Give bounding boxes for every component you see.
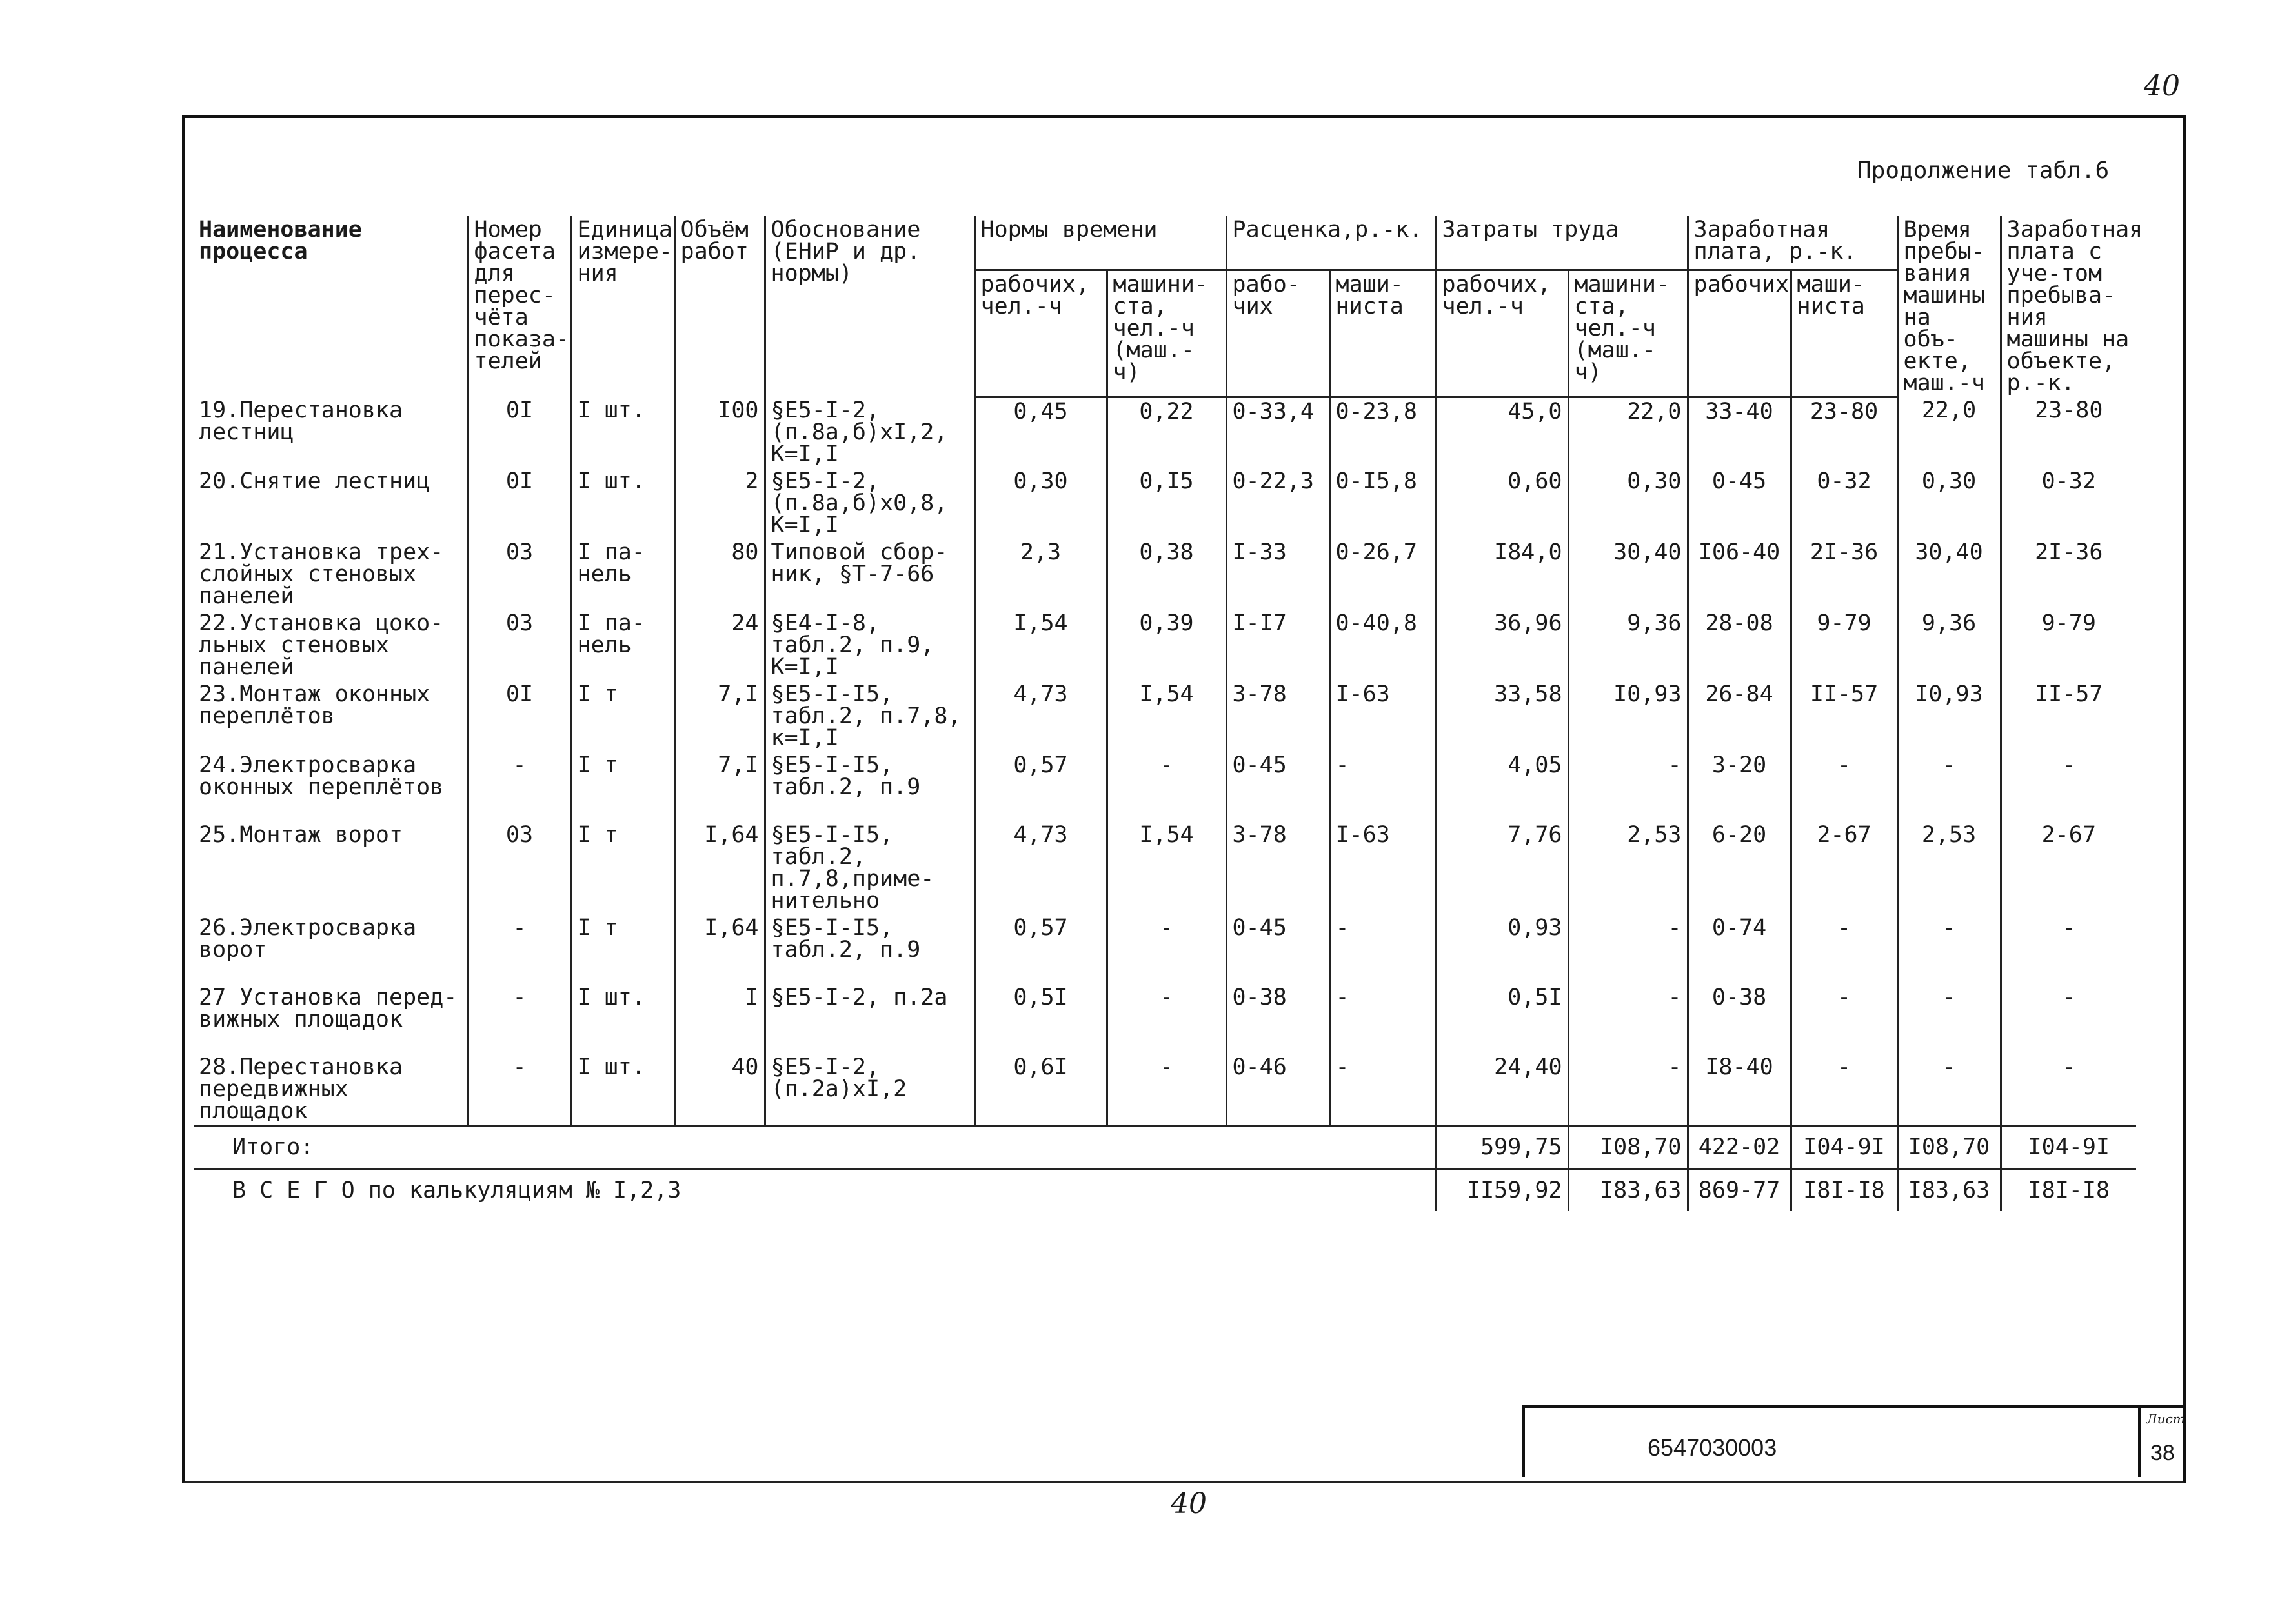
cell-time-workers: 0,45 — [974, 397, 1107, 468]
sheet-label: Лист — [2146, 1411, 2185, 1427]
cell-machine-time: - — [1897, 1054, 2001, 1126]
cell-time-machinists: 0,I5 — [1107, 468, 1226, 539]
cell-machine-time: - — [1897, 984, 2001, 1054]
cell-volume: 7,I — [674, 752, 765, 821]
subtotal-row — [194, 1126, 2136, 1169]
cell-name: 25.Монтаж ворот — [199, 822, 403, 848]
header-wage-total: Заработная плата с уче-том пребыва-ния машины на объекте, р.-к. — [2001, 216, 2136, 397]
cell-rate-workers: 0-45 — [1226, 752, 1329, 821]
header-wage-machinists: маши-ниста — [1791, 270, 1897, 397]
cell-labor-machinists: 22,0 — [1568, 397, 1688, 468]
cell-wage-machinists: - — [1791, 984, 1897, 1054]
header-volume: Объём работ — [674, 216, 765, 397]
cell-volume: I00 — [674, 397, 765, 468]
cell-rate-workers: 3-78 — [1226, 681, 1329, 752]
cell-time-machinists: - — [1107, 752, 1226, 821]
cell-unit: I шт. — [571, 397, 674, 468]
table-row — [194, 610, 2136, 681]
sheet-number: 38 — [2150, 1441, 2175, 1465]
cell-volume: 2 — [674, 468, 765, 539]
cell-time-machinists: - — [1107, 914, 1226, 984]
cell-time-machinists: 0,38 — [1107, 539, 1226, 610]
cell-volume: 40 — [674, 1054, 765, 1126]
cell-wage-machinists: II-57 — [1791, 681, 1897, 752]
cell-time-workers: 4,73 — [974, 681, 1107, 752]
cell-time-machinists: I,54 — [1107, 821, 1226, 914]
grand-wage-machinists: I8I-I8 — [1791, 1169, 1897, 1212]
table-row — [194, 984, 2136, 1054]
cell-name: 20.Снятие лестниц — [199, 468, 430, 494]
cell-machine-time: 22,0 — [1897, 397, 2001, 468]
cell-unit: I шт. — [571, 468, 674, 539]
header-time-machinists: машини-ста, чел.-ч (маш.-ч) — [1107, 270, 1226, 397]
grand-total-row — [194, 1169, 2136, 1212]
page-number-top: 40 — [2144, 70, 2180, 103]
grand-machine-time: I83,63 — [1897, 1169, 2001, 1212]
cell-wage-machinists: 0-32 — [1791, 468, 1897, 539]
cell-rate-machinists: 0-40,8 — [1329, 610, 1436, 681]
cell-wage-machinists: - — [1791, 1054, 1897, 1126]
cell-time-workers: 0,5I — [974, 984, 1107, 1054]
header-labor: Затраты труда — [1436, 216, 1688, 270]
cell-rate-machinists: - — [1329, 914, 1436, 984]
cell-wage-workers: 33-40 — [1688, 397, 1791, 468]
cell-time-machinists: 0,22 — [1107, 397, 1226, 468]
cell-unit: I па-нель — [571, 539, 674, 610]
cell-time-workers: 2,3 — [974, 539, 1107, 610]
cell-time-machinists: I,54 — [1107, 681, 1226, 752]
cell-rate-workers: 0-46 — [1226, 1054, 1329, 1126]
header-facet: Номер фасета для перес-чёта показа-телей — [468, 216, 571, 397]
cell-rate-machinists: I-63 — [1329, 681, 1436, 752]
cell-wage-total: II-57 — [2001, 681, 2136, 752]
cell-rate-workers: I-33 — [1226, 539, 1329, 610]
cell-wage-machinists: 23-80 — [1791, 397, 1897, 468]
cell-wage-machinists: 2-67 — [1791, 821, 1897, 914]
cell-facet: - — [468, 914, 571, 984]
cell-labor-workers: 0,5I — [1436, 984, 1568, 1054]
cell-name: 27 Установка перед-вижных площадок — [199, 985, 458, 1032]
cell-volume: 80 — [674, 539, 765, 610]
cell-rate-machinists: 0-I5,8 — [1329, 468, 1436, 539]
cell-volume: 24 — [674, 610, 765, 681]
header-rate-workers: рабо-чих — [1226, 270, 1329, 397]
cell-basis: §Е4-I-8, табл.2, п.9, К=I,I — [765, 610, 974, 681]
cell-time-machinists: 0,39 — [1107, 610, 1226, 681]
cell-labor-machinists: 2,53 — [1568, 821, 1688, 914]
cell-machine-time: 2,53 — [1897, 821, 2001, 914]
cell-labor-machinists: - — [1568, 984, 1688, 1054]
cell-labor-workers: 45,0 — [1436, 397, 1568, 468]
subtotal-machine-time: I08,70 — [1897, 1126, 2001, 1169]
table-row — [194, 752, 2136, 821]
cell-labor-workers: 0,60 — [1436, 468, 1568, 539]
cell-wage-workers: I06-40 — [1688, 539, 1791, 610]
cell-rate-workers: 0-22,3 — [1226, 468, 1329, 539]
cell-wage-workers: I8-40 — [1688, 1054, 1791, 1126]
cell-labor-workers: 24,40 — [1436, 1054, 1568, 1126]
cell-wage-total: 2I-36 — [2001, 539, 2136, 610]
page-number-bottom: 40 — [1171, 1487, 1207, 1520]
cell-volume: I — [674, 984, 765, 1054]
cell-time-workers: 0,57 — [974, 752, 1107, 821]
cell-unit: I шт. — [571, 1054, 674, 1126]
cell-unit: I т — [571, 752, 674, 821]
cell-machine-time: 9,36 — [1897, 610, 2001, 681]
cell-wage-total: 2-67 — [2001, 821, 2136, 914]
header-unit: Единица измере-ния — [571, 216, 674, 397]
cell-wage-workers: 3-20 — [1688, 752, 1791, 821]
cell-basis: §Е5-I-I5, табл.2, п.9 — [765, 752, 974, 821]
table-row — [194, 539, 2136, 610]
sheet-box — [2138, 1408, 2186, 1477]
cell-wage-machinists: 9-79 — [1791, 610, 1897, 681]
title-block-stamp — [1522, 1405, 2186, 1477]
cell-time-machinists: - — [1107, 984, 1226, 1054]
table-row — [194, 1054, 2136, 1126]
cell-rate-workers: 0-38 — [1226, 984, 1329, 1054]
cell-labor-workers: 36,96 — [1436, 610, 1568, 681]
cell-wage-total: - — [2001, 984, 2136, 1054]
header-wage-workers: рабочих — [1688, 270, 1791, 397]
cell-unit: I т — [571, 681, 674, 752]
cell-labor-workers: I84,0 — [1436, 539, 1568, 610]
grand-total-label: В С Е Г О по калькуляциям № I,2,3 — [194, 1169, 1436, 1212]
subtotal-wage-workers: 422-02 — [1688, 1126, 1791, 1169]
cell-time-workers: 0,30 — [974, 468, 1107, 539]
cell-rate-machinists: 0-23,8 — [1329, 397, 1436, 468]
table-row — [194, 821, 2136, 914]
cell-name: 24.Электросварка оконных переплётов — [199, 752, 444, 800]
cell-name: 19.Перестановка лестниц — [199, 397, 403, 445]
cell-wage-machinists: - — [1791, 914, 1897, 984]
subtotal-labor-machinists: I08,70 — [1568, 1126, 1688, 1169]
table-row — [194, 681, 2136, 752]
cell-name: 21.Установка трех-слойных стеновых панелей — [199, 539, 444, 609]
header-rate: Расценка,р.-к. — [1226, 216, 1436, 270]
header-basis: Обоснование (ЕНиР и др. нормы) — [765, 216, 974, 397]
cell-rate-machinists: I-63 — [1329, 821, 1436, 914]
cell-machine-time: 30,40 — [1897, 539, 2001, 610]
cell-wage-workers: 26-84 — [1688, 681, 1791, 752]
cell-facet: - — [468, 1054, 571, 1126]
cell-labor-workers: 33,58 — [1436, 681, 1568, 752]
cell-rate-workers: 0-45 — [1226, 914, 1329, 984]
cell-name: 28.Перестановка передвижных площадок — [199, 1054, 403, 1124]
cell-rate-machinists: - — [1329, 752, 1436, 821]
grand-wage-total: I8I-I8 — [2001, 1169, 2136, 1212]
grand-labor-machinists: I83,63 — [1568, 1169, 1688, 1212]
cell-unit: I т — [571, 821, 674, 914]
cell-rate-machinists: - — [1329, 984, 1436, 1054]
cell-labor-workers: 7,76 — [1436, 821, 1568, 914]
table-row — [194, 468, 2136, 539]
subtotal-label: Итого: — [194, 1126, 1436, 1169]
cell-wage-workers: 0-38 — [1688, 984, 1791, 1054]
cell-basis: §Е5-I-I5, табл.2, п.7,8, к=I,I — [765, 681, 974, 752]
header-name: Наименование процесса — [199, 217, 362, 265]
cell-machine-time: I0,93 — [1897, 681, 2001, 752]
cell-wage-workers: 0-74 — [1688, 914, 1791, 984]
cell-facet: - — [468, 984, 571, 1054]
cell-wage-total: - — [2001, 1054, 2136, 1126]
cell-basis: §Е5-I-I5, табл.2, п.7,8,приме-нительно — [765, 821, 974, 914]
document-code: 6547030003 — [1648, 1434, 1777, 1461]
cell-labor-machinists: 9,36 — [1568, 610, 1688, 681]
cell-rate-workers: 3-78 — [1226, 821, 1329, 914]
cell-unit: I т — [571, 914, 674, 984]
header-time-norms: Нормы времени — [974, 216, 1226, 270]
cell-facet: - — [468, 752, 571, 821]
cell-labor-workers: 0,93 — [1436, 914, 1568, 984]
cell-wage-workers: 28-08 — [1688, 610, 1791, 681]
table-row — [194, 914, 2136, 984]
cell-rate-workers: 0-33,4 — [1226, 397, 1329, 468]
table-row — [194, 397, 2136, 468]
cell-volume: I,64 — [674, 914, 765, 984]
cell-rate-workers: I-I7 — [1226, 610, 1329, 681]
cell-unit: I па-нель — [571, 610, 674, 681]
cell-labor-machinists: - — [1568, 914, 1688, 984]
table-body — [194, 397, 2136, 1126]
cell-labor-machinists: 30,40 — [1568, 539, 1688, 610]
cell-wage-machinists: 2I-36 — [1791, 539, 1897, 610]
cell-basis: Типовой сбор-ник, §Т-7-66 — [765, 539, 974, 610]
cell-facet: 0I — [468, 397, 571, 468]
header-labor-machinists: машини-ста, чел.-ч (маш.-ч) — [1568, 270, 1688, 397]
cell-volume: I,64 — [674, 821, 765, 914]
header-time-workers: рабочих, чел.-ч — [974, 270, 1107, 397]
cell-time-workers: 0,6I — [974, 1054, 1107, 1126]
cell-facet: 03 — [468, 539, 571, 610]
continuation-title: Продолжение табл.6 — [1857, 157, 2110, 184]
cell-wage-workers: 6-20 — [1688, 821, 1791, 914]
cell-wage-machinists: - — [1791, 752, 1897, 821]
header-labor-workers: рабочих, чел.-ч — [1436, 270, 1568, 397]
cell-wage-total: 23-80 — [2001, 397, 2136, 468]
cell-machine-time: 0,30 — [1897, 468, 2001, 539]
cell-wage-total: 0-32 — [2001, 468, 2136, 539]
cell-name: 23.Монтаж оконных переплётов — [199, 681, 430, 729]
cell-basis: §Е5-I-2, (п.8а,б)хI,2, К=I,I — [765, 397, 974, 468]
grand-labor-workers: II59,92 — [1436, 1169, 1568, 1212]
cell-wage-total: - — [2001, 752, 2136, 821]
calculation-table — [194, 216, 2143, 1211]
cell-time-workers: 0,57 — [974, 914, 1107, 984]
cell-wage-workers: 0-45 — [1688, 468, 1791, 539]
cell-unit: I шт. — [571, 984, 674, 1054]
subtotal-wage-total: I04-9I — [2001, 1126, 2136, 1169]
cell-labor-machinists: 0,30 — [1568, 468, 1688, 539]
cell-name: 26.Электросварка ворот — [199, 915, 417, 963]
cell-labor-machinists: I0,93 — [1568, 681, 1688, 752]
cell-volume: 7,I — [674, 681, 765, 752]
cell-labor-machinists: - — [1568, 1054, 1688, 1126]
cell-labor-machinists: - — [1568, 752, 1688, 821]
cell-labor-workers: 4,05 — [1436, 752, 1568, 821]
header-machine-time: Время пребы-вания машины на объ-екте, маш.-ч — [1897, 216, 2001, 397]
cell-wage-total: 9-79 — [2001, 610, 2136, 681]
cell-wage-total: - — [2001, 914, 2136, 984]
cell-rate-machinists: - — [1329, 1054, 1436, 1126]
cell-basis: §Е5-I-I5, табл.2, п.9 — [765, 914, 974, 984]
cell-facet: 0I — [468, 681, 571, 752]
grand-wage-workers: 869-77 — [1688, 1169, 1791, 1212]
subtotal-labor-workers: 599,75 — [1436, 1126, 1568, 1169]
cell-basis: §Е5-I-2, (п.8а,б)х0,8, К=I,I — [765, 468, 974, 539]
cell-time-machinists: - — [1107, 1054, 1226, 1126]
cell-time-workers: I,54 — [974, 610, 1107, 681]
header-wage: Заработная плата, р.-к. — [1688, 216, 1897, 270]
cell-machine-time: - — [1897, 914, 2001, 984]
cell-time-workers: 4,73 — [974, 821, 1107, 914]
subtotal-wage-machinists: I04-9I — [1791, 1126, 1897, 1169]
cell-facet: 03 — [468, 610, 571, 681]
cell-rate-machinists: 0-26,7 — [1329, 539, 1436, 610]
cell-basis: §Е5-I-2, (п.2а)хI,2 — [765, 1054, 974, 1126]
header-rate-machinists: маши-ниста — [1329, 270, 1436, 397]
cell-facet: 03 — [468, 821, 571, 914]
cell-basis: §Е5-I-2, п.2а — [765, 984, 974, 1054]
cell-name: 22.Установка цоко-льных стеновых панелей — [199, 610, 444, 680]
cell-facet: 0I — [468, 468, 571, 539]
cell-machine-time: - — [1897, 752, 2001, 821]
